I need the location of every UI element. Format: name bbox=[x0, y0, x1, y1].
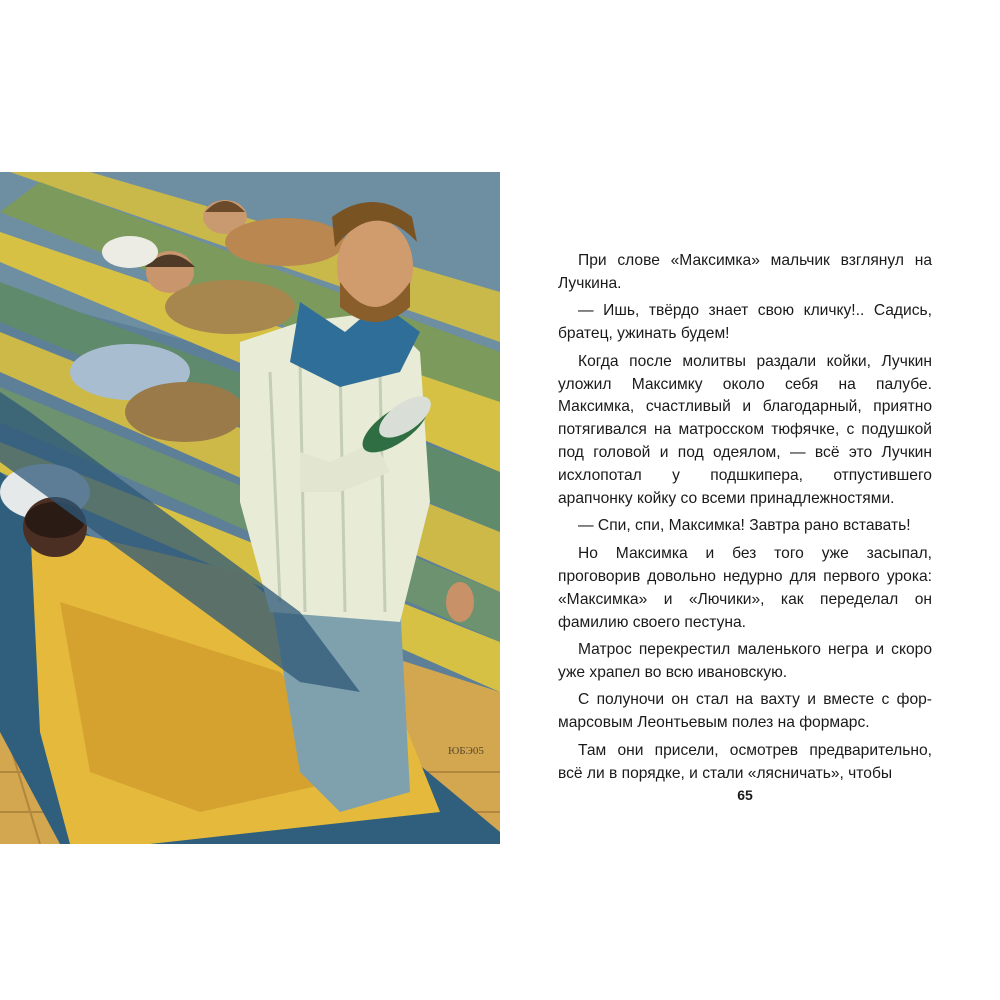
illustration-painting bbox=[0, 172, 500, 844]
illustrator-signature: ЮБЭ05 bbox=[448, 745, 484, 757]
paragraph-5: Но Максимка и без того уже засыпал, проговорив довольно недурно для первого урока: «Максимка» и «Лючики», как переделал он фамилию своего пестуна. bbox=[558, 544, 932, 631]
paragraph-7: С полуночи он стал на вахту и вместе с фор-марсовым Леонтьевым полез на формарс. bbox=[558, 691, 932, 732]
paragraph-4: — Спи, спи, Максимка! Завтра рано вставать! bbox=[578, 517, 911, 535]
paragraph-8: Там они присели, осмотрев предварительно, всё ли в порядке, и стали «лясничать», чтобы bbox=[558, 741, 932, 782]
paragraph-6: Матрос перекрестил маленького негра и скоро уже храпел во всю ивановскую. bbox=[558, 641, 932, 681]
paragraph-2: — Ишь, твёрдо знает свою кличку!.. Садись, братец, ужинать будем! bbox=[558, 302, 932, 343]
page-number: 65 bbox=[737, 787, 753, 803]
paragraph-1: При слове «Максимка» мальчик взглянул на Лучкина. bbox=[558, 252, 932, 292]
paragraph-3: Когда после молитвы раздали койки, Лучкин уложил Максимку около себя на палубе. Максимка, счастливый и благодарный, приятно потягивался на матросском тюфячке, с подушкой под головой и под одеялом, — всё это Лучкин исхлопотал у подшкипера, отпустившего арапчонку койку со всеми принадлежностями. bbox=[558, 352, 932, 508]
text-column bbox=[558, 250, 932, 790]
illustration bbox=[0, 172, 500, 844]
